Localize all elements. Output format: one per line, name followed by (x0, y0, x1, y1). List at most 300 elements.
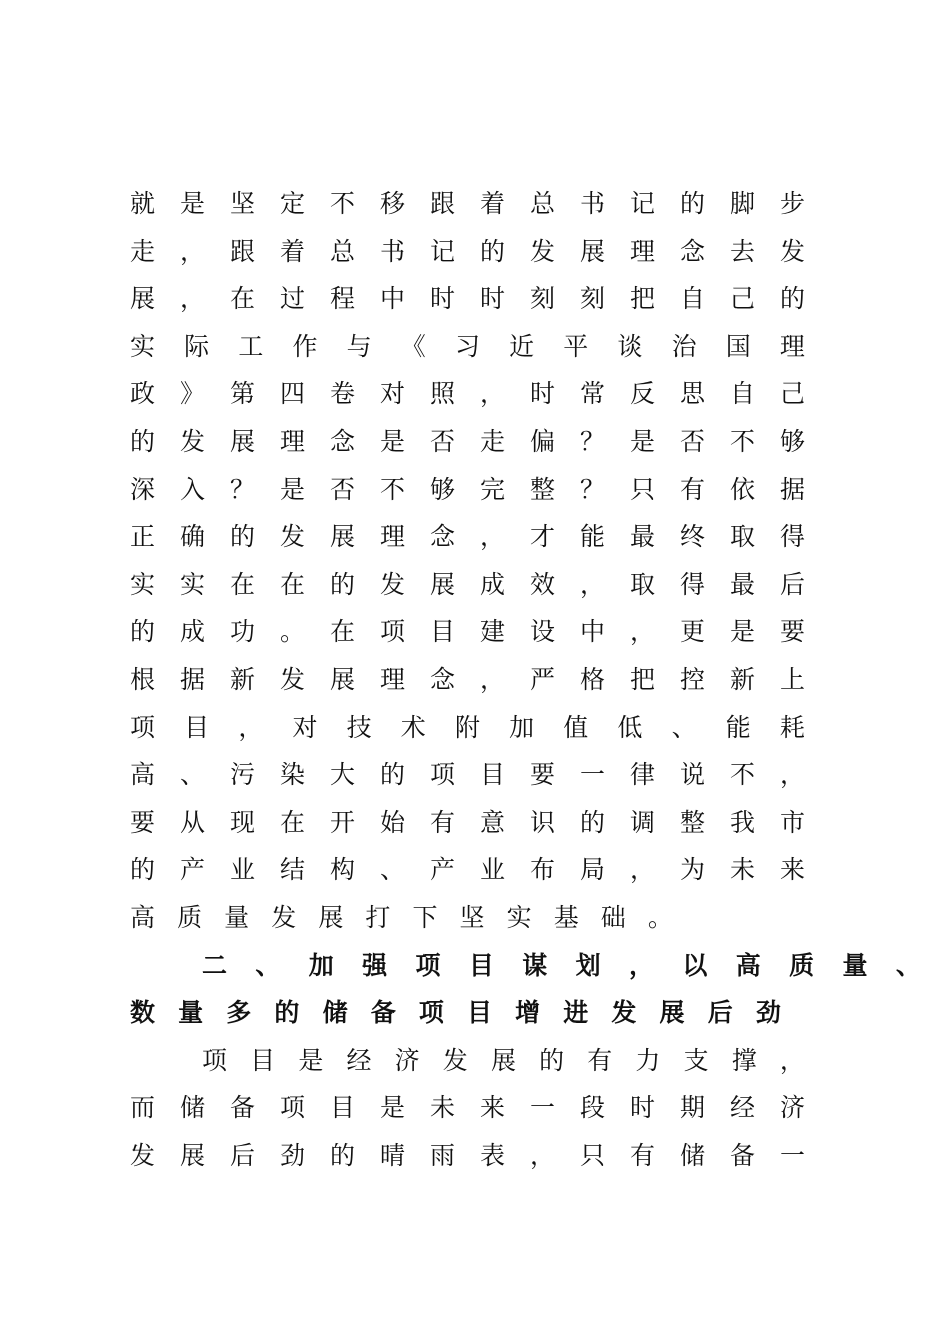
glyph: 值 (563, 712, 589, 742)
glyph: 期 (680, 1093, 706, 1123)
glyph: 定 (280, 189, 306, 218)
glyph: 技 (346, 712, 372, 742)
glyph: 晴 (380, 1140, 406, 1170)
glyph: 现 (230, 807, 256, 837)
glyph: 经 (730, 1093, 756, 1123)
glyph: 正 (130, 522, 156, 552)
glyph: 劲 (755, 998, 781, 1028)
glyph: 一 (580, 760, 606, 790)
glyph: 高 (735, 950, 761, 980)
glyph: 不 (380, 474, 406, 504)
glyph: 是 (380, 426, 406, 456)
glyph: 在 (230, 284, 256, 314)
glyph: 量 (842, 950, 868, 980)
glyph: 根 (130, 664, 156, 694)
glyph: ， (580, 569, 606, 599)
glyph: 目 (468, 950, 494, 980)
glyph: 二 (202, 950, 228, 980)
text-line (130, 513, 806, 561)
paragraph-first-line (202, 1037, 806, 1085)
glyph: 只 (580, 1140, 606, 1170)
glyph: 移 (380, 189, 406, 218)
glyph: 整 (530, 474, 556, 504)
glyph: 撑 (731, 1045, 757, 1075)
glyph: 、 (180, 760, 206, 790)
glyph: 得 (680, 569, 706, 599)
glyph: 未 (730, 855, 756, 885)
glyph: ， (480, 522, 506, 552)
glyph: 常 (580, 379, 606, 409)
glyph: 的 (380, 760, 406, 790)
glyph: 取 (730, 522, 756, 552)
glyph: 刻 (530, 284, 556, 314)
glyph: 念 (330, 426, 356, 456)
glyph: 业 (230, 855, 256, 885)
glyph: ， (180, 284, 206, 314)
glyph: 理 (779, 331, 805, 361)
glyph: ， (480, 379, 506, 409)
glyph: 己 (730, 284, 756, 314)
glyph: 在 (280, 569, 306, 599)
text-line (130, 751, 806, 799)
glyph: 》 (180, 379, 206, 409)
section-heading-line1 (202, 942, 922, 990)
glyph: 实 (130, 331, 156, 361)
glyph: 力 (635, 1045, 661, 1075)
glyph: 程 (330, 284, 356, 314)
glyph: 成 (180, 617, 206, 647)
glyph: 实 (180, 569, 206, 599)
glyph: 思 (680, 379, 706, 409)
glyph: 不 (330, 189, 356, 218)
glyph: 得 (780, 522, 806, 552)
glyph: 济 (780, 1093, 806, 1123)
glyph: 四 (280, 379, 306, 409)
glyph: 格 (580, 664, 606, 694)
glyph: ， (629, 950, 655, 980)
glyph: 时 (480, 284, 506, 314)
body-text (130, 180, 921, 1179)
glyph: 的 (580, 807, 606, 837)
glyph: 理 (630, 236, 656, 266)
glyph: 发 (611, 998, 637, 1028)
glyph: ， (779, 1045, 805, 1075)
glyph: 书 (380, 236, 406, 266)
text-line (130, 323, 806, 371)
glyph: 自 (730, 379, 756, 409)
glyph: 跟 (230, 236, 256, 266)
glyph: 习 (454, 331, 480, 361)
glyph: 、 (895, 950, 921, 980)
glyph: 济 (394, 1045, 420, 1075)
glyph: 功 (230, 617, 256, 647)
glyph: 是 (180, 189, 206, 218)
glyph: 储 (322, 998, 348, 1028)
glyph: 谋 (522, 950, 548, 980)
glyph: 己 (780, 379, 806, 409)
glyph: 发 (442, 1045, 468, 1075)
glyph: 否 (330, 474, 356, 504)
glyph: 划 (575, 950, 601, 980)
glyph: 够 (780, 426, 806, 456)
glyph: 、 (671, 712, 697, 742)
glyph: 的 (539, 1045, 565, 1075)
section-heading-line2 (130, 989, 782, 1037)
glyph: 据 (780, 474, 806, 504)
glyph: 增 (515, 998, 541, 1028)
glyph: 平 (563, 331, 589, 361)
glyph: 后 (780, 569, 806, 599)
text-line (130, 1084, 806, 1132)
glyph: 能 (725, 712, 751, 742)
glyph: 目 (250, 1045, 276, 1075)
glyph: 展 (490, 1045, 516, 1075)
text-line (130, 418, 806, 466)
glyph: 储 (680, 1140, 706, 1170)
glyph: 偏 (530, 426, 556, 456)
glyph: 业 (480, 855, 506, 885)
glyph: 是 (380, 1093, 406, 1123)
glyph: 展 (580, 236, 606, 266)
glyph: 走 (130, 236, 156, 266)
glyph: 展 (318, 902, 344, 932)
glyph: 有 (430, 807, 456, 837)
glyph: 储 (180, 1093, 206, 1123)
glyph: 国 (725, 331, 751, 361)
glyph: 能 (580, 522, 606, 552)
glyph: 否 (680, 426, 706, 456)
glyph: 质 (789, 950, 815, 980)
glyph: 来 (480, 1093, 506, 1123)
glyph: 开 (330, 807, 356, 837)
glyph: ？ (580, 474, 606, 504)
glyph: 依 (730, 474, 756, 504)
text-line (130, 894, 674, 942)
glyph: 目 (330, 1093, 356, 1123)
glyph: 表 (480, 1140, 506, 1170)
glyph: ， (238, 712, 264, 742)
glyph: 展 (330, 522, 356, 552)
glyph: 效 (530, 569, 556, 599)
glyph: 加 (308, 950, 334, 980)
glyph: 谈 (617, 331, 643, 361)
glyph: 来 (780, 855, 806, 885)
glyph: 建 (480, 617, 506, 647)
glyph: 的 (480, 236, 506, 266)
glyph: 经 (346, 1045, 372, 1075)
glyph: 的 (780, 284, 806, 314)
glyph: 意 (480, 807, 506, 837)
glyph: 下 (412, 902, 438, 932)
glyph: ， (480, 664, 506, 694)
glyph: 的 (330, 569, 356, 599)
glyph: 念 (430, 664, 456, 694)
glyph: 有 (630, 1140, 656, 1170)
glyph: 入 (180, 474, 206, 504)
glyph: 际 (184, 331, 210, 361)
glyph: 总 (330, 236, 356, 266)
glyph: ， (180, 236, 206, 266)
glyph: ， (630, 855, 656, 885)
glyph: 强 (362, 950, 388, 980)
text-line (130, 466, 806, 514)
glyph: 耗 (779, 712, 805, 742)
glyph: 量 (178, 998, 204, 1028)
glyph: 在 (330, 617, 356, 647)
glyph: 。 (647, 902, 673, 932)
glyph: 步 (780, 189, 806, 218)
glyph: 整 (680, 807, 706, 837)
glyph: 终 (680, 522, 706, 552)
glyph: 走 (480, 426, 506, 456)
glyph: 实 (506, 902, 532, 932)
glyph: 展 (330, 664, 356, 694)
glyph: 把 (630, 284, 656, 314)
glyph: 控 (680, 664, 706, 694)
glyph: 打 (365, 902, 391, 932)
glyph: 时 (430, 284, 456, 314)
glyph: 高 (130, 760, 156, 790)
glyph: 一 (530, 1093, 556, 1123)
glyph: 记 (630, 189, 656, 218)
glyph: 作 (292, 331, 318, 361)
glyph: 卷 (330, 379, 356, 409)
glyph: 目 (430, 617, 456, 647)
glyph: 发 (280, 664, 306, 694)
glyph: 《 (400, 331, 426, 361)
glyph: 结 (280, 855, 306, 885)
glyph: 高 (130, 902, 156, 932)
glyph: 跟 (430, 189, 456, 218)
text-line (130, 561, 806, 609)
glyph: 记 (430, 236, 456, 266)
glyph: 取 (630, 569, 656, 599)
glyph: 更 (680, 617, 706, 647)
glyph: 展 (180, 1140, 206, 1170)
glyph: 的 (130, 855, 156, 885)
glyph: 上 (780, 664, 806, 694)
glyph: 与 (346, 331, 372, 361)
text-line (130, 370, 806, 418)
glyph: 市 (780, 807, 806, 837)
glyph: 否 (430, 426, 456, 456)
glyph: 律 (630, 760, 656, 790)
glyph: 着 (480, 189, 506, 218)
glyph: 染 (280, 760, 306, 790)
glyph: 要 (530, 760, 556, 790)
text-line (130, 228, 806, 276)
glyph: 坚 (459, 902, 485, 932)
glyph: 项 (415, 950, 441, 980)
glyph: 在 (230, 569, 256, 599)
glyph: 书 (580, 189, 606, 218)
glyph: 的 (130, 617, 156, 647)
glyph: 项 (430, 760, 456, 790)
glyph: 未 (430, 1093, 456, 1123)
glyph: 的 (130, 426, 156, 456)
glyph: 不 (730, 760, 756, 790)
glyph: 发 (271, 902, 297, 932)
glyph: 展 (430, 569, 456, 599)
text-line (130, 846, 806, 894)
glyph: 我 (730, 807, 756, 837)
glyph: 理 (380, 522, 406, 552)
glyph: 时 (630, 1093, 656, 1123)
glyph: 要 (130, 807, 156, 837)
glyph: 局 (580, 855, 606, 885)
glyph: 要 (780, 617, 806, 647)
glyph: 雨 (430, 1140, 456, 1170)
glyph: 发 (530, 236, 556, 266)
glyph: 展 (659, 998, 685, 1028)
glyph: 总 (530, 189, 556, 218)
glyph: 从 (180, 807, 206, 837)
glyph: 第 (230, 379, 256, 409)
glyph: 有 (587, 1045, 613, 1075)
glyph: 近 (509, 331, 535, 361)
glyph: 就 (130, 189, 156, 218)
glyph: 据 (180, 664, 206, 694)
glyph: 中 (380, 284, 406, 314)
text-line (130, 1132, 806, 1180)
glyph: 大 (330, 760, 356, 790)
glyph: 的 (274, 998, 300, 1028)
glyph: 产 (180, 855, 206, 885)
glyph: 调 (630, 807, 656, 837)
glyph: 去 (730, 236, 756, 266)
glyph: 发 (380, 569, 406, 599)
text-line (130, 799, 806, 847)
glyph: 严 (530, 664, 556, 694)
glyph: 过 (280, 284, 306, 314)
glyph: 实 (130, 569, 156, 599)
glyph: 坚 (230, 189, 256, 218)
text-line (130, 180, 806, 228)
glyph: 完 (480, 474, 506, 504)
glyph: 确 (180, 522, 206, 552)
glyph: 项 (280, 1093, 306, 1123)
glyph: 备 (730, 1140, 756, 1170)
glyph: 展 (130, 284, 156, 314)
glyph: ， (630, 617, 656, 647)
glyph: 发 (280, 522, 306, 552)
glyph: 对 (380, 379, 406, 409)
glyph: 刻 (580, 284, 606, 314)
glyph: 项 (380, 617, 406, 647)
glyph: 段 (580, 1093, 606, 1123)
glyph: 才 (530, 522, 556, 552)
glyph: 是 (730, 617, 756, 647)
glyph: 以 (682, 950, 708, 980)
glyph: 后 (230, 1140, 256, 1170)
glyph: 把 (630, 664, 656, 694)
glyph: ？ (580, 426, 606, 456)
glyph: 是 (630, 426, 656, 456)
glyph: 识 (530, 807, 556, 837)
glyph: 自 (680, 284, 706, 314)
glyph: 脚 (730, 189, 756, 218)
glyph: 反 (630, 379, 656, 409)
glyph: 政 (130, 379, 156, 409)
glyph: 治 (671, 331, 697, 361)
glyph: 、 (380, 855, 406, 885)
glyph: 时 (530, 379, 556, 409)
glyph: 理 (280, 426, 306, 456)
glyph: 项 (418, 998, 444, 1028)
glyph: 展 (230, 426, 256, 456)
glyph: 对 (292, 712, 318, 742)
text-line (130, 656, 806, 704)
glyph: 只 (630, 474, 656, 504)
glyph: 有 (680, 474, 706, 504)
glyph: 目 (466, 998, 492, 1028)
glyph: 的 (680, 189, 706, 218)
glyph: 础 (600, 902, 626, 932)
text-line (130, 275, 806, 323)
glyph: 低 (617, 712, 643, 742)
glyph: ？ (230, 474, 256, 504)
glyph: 加 (509, 712, 535, 742)
glyph: 理 (380, 664, 406, 694)
glyph: 术 (400, 712, 426, 742)
glyph: 发 (780, 236, 806, 266)
text-line (130, 608, 806, 656)
glyph: 进 (563, 998, 589, 1028)
glyph: 污 (230, 760, 256, 790)
glyph: 念 (680, 236, 706, 266)
glyph: 是 (280, 474, 306, 504)
glyph: 的 (230, 522, 256, 552)
glyph: 、 (255, 950, 281, 980)
glyph: 布 (530, 855, 556, 885)
glyph: 的 (330, 1140, 356, 1170)
glyph: 发 (130, 1140, 156, 1170)
glyph: 目 (480, 760, 506, 790)
glyph: 最 (730, 569, 756, 599)
glyph: 是 (298, 1045, 324, 1075)
glyph: 一 (780, 1140, 806, 1170)
glyph: ， (530, 1140, 556, 1170)
glyph: 备 (370, 998, 396, 1028)
glyph: 目 (184, 712, 210, 742)
glyph: 够 (430, 474, 456, 504)
glyph: 产 (430, 855, 456, 885)
glyph: 后 (707, 998, 733, 1028)
glyph: 项 (202, 1045, 228, 1075)
glyph: 多 (226, 998, 252, 1028)
glyph: 新 (230, 664, 256, 694)
glyph: 数 (130, 998, 156, 1028)
glyph: 设 (530, 617, 556, 647)
glyph: 不 (730, 426, 756, 456)
glyph: 备 (230, 1093, 256, 1123)
glyph: 念 (430, 522, 456, 552)
glyph: 为 (680, 855, 706, 885)
glyph: 照 (430, 379, 456, 409)
glyph: 构 (330, 855, 356, 885)
glyph: 深 (130, 474, 156, 504)
glyph: 发 (180, 426, 206, 456)
glyph: 附 (454, 712, 480, 742)
glyph: ， (780, 760, 806, 790)
glyph: 质 (177, 902, 203, 932)
glyph: 着 (280, 236, 306, 266)
glyph: 。 (280, 617, 306, 647)
glyph: 说 (680, 760, 706, 790)
glyph: 中 (580, 617, 606, 647)
glyph: 最 (630, 522, 656, 552)
glyph: 基 (553, 902, 579, 932)
